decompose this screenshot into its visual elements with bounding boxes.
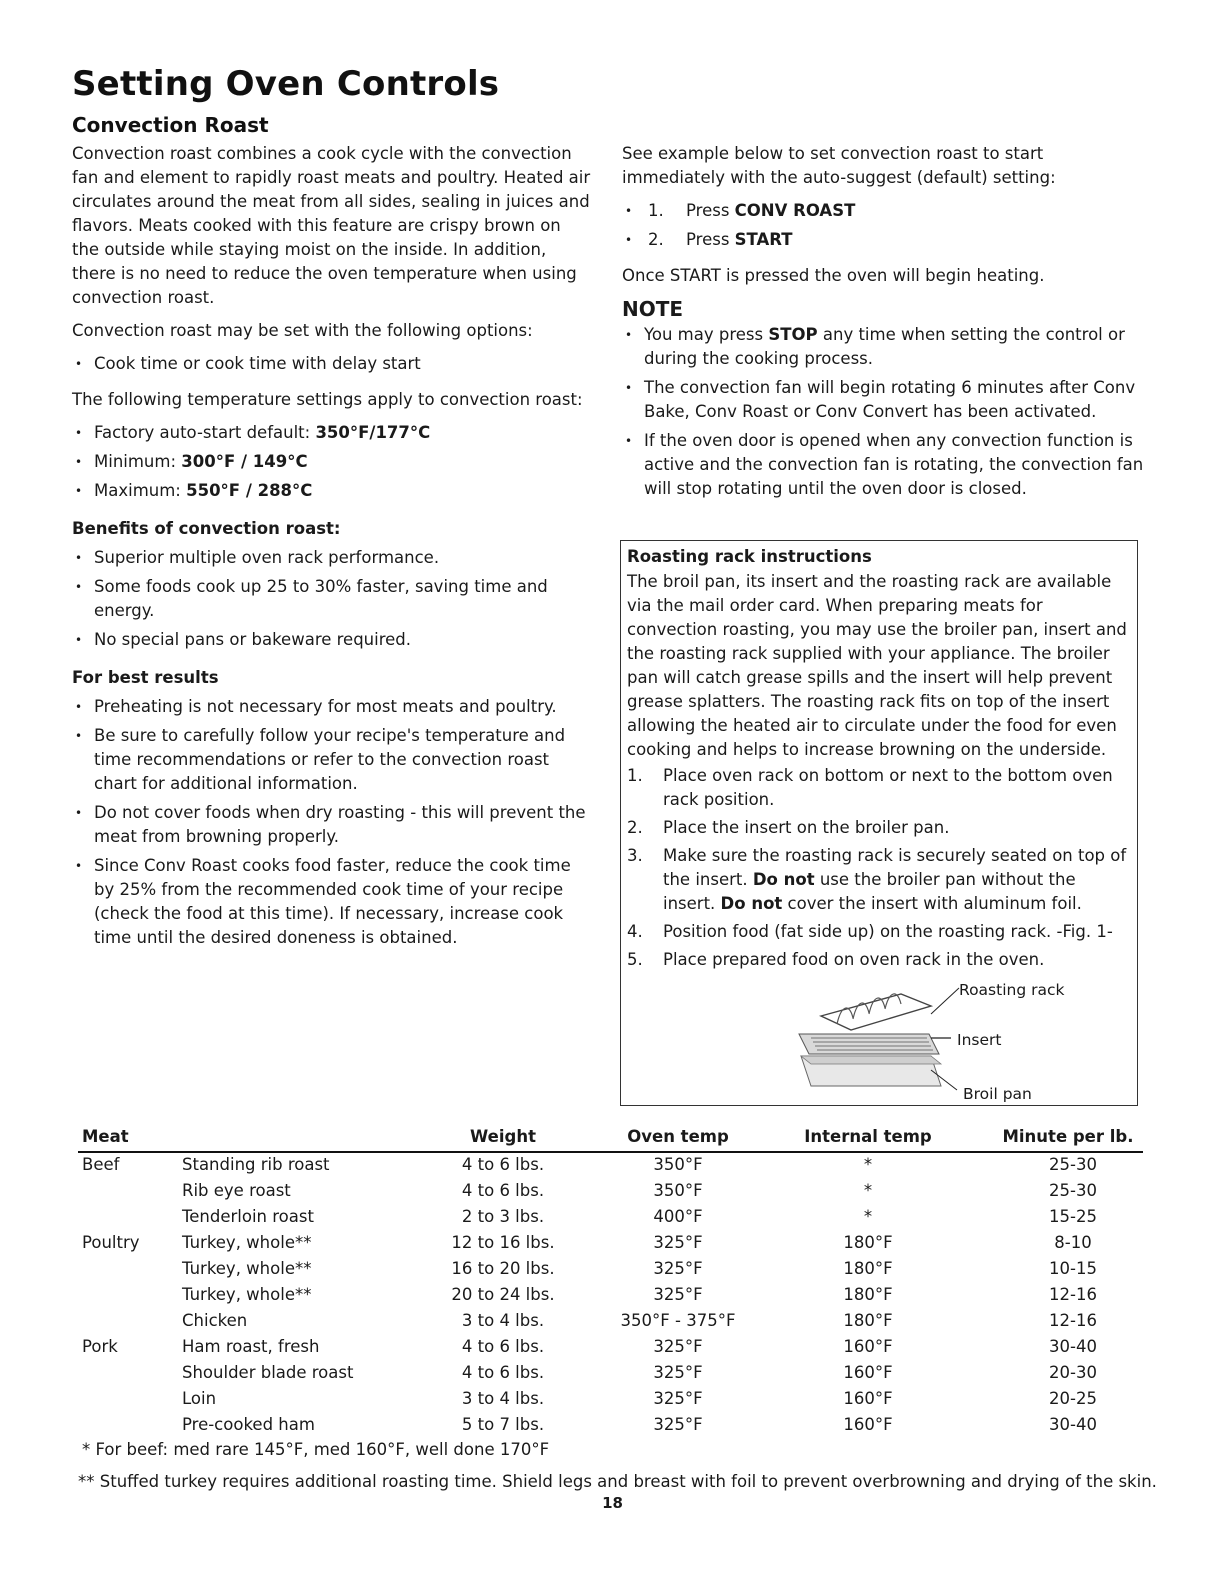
step-text: use the broiler pan without the insert.: [663, 870, 1076, 913]
step-number: 1.: [627, 766, 643, 785]
rack-step: [627, 844, 1132, 916]
cut-cell: Tenderloin roast: [182, 1207, 314, 1226]
rack-intro: The broil pan, its insert and the roasting rack are available via the mail order card. When preparing meats for convection roasting, you may use the broiler pan, insert and the roasting rack supplied with your appliance. The broiler pan will catch grease spills and the insert will help prevent grease splatters. The roasting rack fits on top of the insert allowing the heated air to circulate under the food for even cooking and helps to increase browning on the underside.: [627, 572, 1127, 759]
list-item: [622, 323, 1147, 371]
weight-cell: 2 to 3 lbs.: [461, 1207, 545, 1226]
rack-heading: Roasting rack instructions: [627, 547, 872, 566]
step-number: 3.: [627, 846, 643, 865]
cut-cell: Pre-cooked ham: [182, 1415, 315, 1434]
header-internal-temp: Internal temp: [804, 1127, 932, 1146]
temp-label: Maximum:: [94, 481, 187, 500]
internal-temp-cell: 180°F: [843, 1259, 893, 1278]
oven-temp-cell: 325°F: [653, 1285, 703, 1304]
step-number: 4.: [627, 922, 643, 941]
list-item: • The convection fan will begin rotating 6 minutes after Conv Bake, Conv Roast or Conv Convert has been activated.: [622, 376, 1147, 424]
list-item: • Some foods cook up 25 to 30% faster, saving time and energy.: [72, 575, 592, 623]
meat-cell: Beef: [82, 1155, 120, 1174]
list-item: • No special pans or bakeware required.: [72, 628, 592, 652]
cut-cell: Ham roast, fresh: [182, 1337, 320, 1356]
benefits-list: [72, 546, 592, 652]
roasting-rack-label: Roasting rack: [959, 981, 1065, 999]
oven-temp-cell: 350°F: [653, 1155, 703, 1174]
intro-paragraph: Convection roast combines a cook cycle with the convection fan and element to rapidly roast meats and poultry. Heated air circulates around the meat from all sides, sealing in juices and flavors. Meats cooked with this feature are crispy brown on the outside while staying moist on the inside. In addition, there is no need to reduce the oven temperature when using convection roast.: [72, 144, 591, 307]
temp-value: 350°F/177°C: [315, 423, 431, 442]
oven-temp-cell: 350°F - 375°F: [620, 1311, 736, 1330]
internal-temp-cell: 160°F: [843, 1363, 893, 1382]
rack-step: [627, 816, 1132, 840]
rack-step: [627, 948, 1132, 972]
list-item: • Do not cover foods when dry roasting - this will prevent the meat from browning properly.: [72, 801, 592, 849]
internal-temp-cell: 180°F: [843, 1233, 893, 1252]
footnote-turkey: ** Stuffed turkey requires additional roasting time. Shield legs and breast with foil to prevent overbrowning and drying of the skin.: [78, 1472, 1157, 1491]
minute-per-lb-cell: 12-16: [1049, 1311, 1097, 1330]
meat-cell: Pork: [82, 1337, 118, 1356]
best-results-list: [72, 695, 592, 950]
internal-temp-cell: 160°F: [843, 1389, 893, 1408]
step-number: 1.: [648, 201, 664, 220]
table-header: [78, 1125, 1143, 1153]
minute-per-lb-cell: 10-15: [1049, 1259, 1097, 1278]
oven-temp-cell: 400°F: [653, 1207, 703, 1226]
list-item: • Since Conv Roast cooks food faster, reduce the cook time by 25% from the recommended cook time of your recipe (check the food at this time). If necessary, increase cook time until the desired doneness is obtained.: [72, 854, 592, 950]
oven-temp-cell: 325°F: [653, 1259, 703, 1278]
meat-cell: Poultry: [82, 1233, 140, 1252]
step-text: Place prepared food on oven rack in the oven.: [663, 950, 1045, 969]
convection-roast-table: [78, 1125, 1143, 1439]
temp-label: Factory auto-start default:: [94, 423, 316, 442]
weight-cell: 4 to 6 lbs.: [461, 1363, 545, 1382]
weight-cell: 4 to 6 lbs.: [461, 1181, 545, 1200]
roasting-rack-box: [620, 540, 1138, 1106]
weight-cell: 16 to 20 lbs.: [451, 1259, 555, 1278]
minute-per-lb-cell: 20-30: [1049, 1363, 1097, 1382]
table-row: [78, 1309, 1143, 1335]
rack-step: [627, 920, 1132, 944]
right-column: [622, 142, 1147, 513]
temp-label: Minimum:: [94, 452, 182, 471]
list-item: [72, 479, 592, 503]
benefits-heading: Benefits of convection roast:: [72, 519, 341, 538]
step-text: Position food (fat side up) on the roasting rack. -Fig. 1-: [663, 922, 1113, 941]
header-minute-per-lb: Minute per lb.: [1002, 1127, 1134, 1146]
table-row: [78, 1361, 1143, 1387]
table-row: [78, 1413, 1143, 1439]
step-number: 5.: [627, 950, 643, 969]
section-title: Convection Roast: [72, 113, 269, 137]
oven-temp-cell: 325°F: [653, 1337, 703, 1356]
page-title: Setting Oven Controls: [72, 64, 500, 104]
table-row: [78, 1335, 1143, 1361]
internal-temp-cell: 180°F: [843, 1311, 893, 1330]
oven-temp-cell: 350°F: [653, 1181, 703, 1200]
cut-cell: Turkey, whole**: [182, 1233, 312, 1252]
example-steps: [622, 199, 1147, 252]
oven-temp-cell: 325°F: [653, 1415, 703, 1434]
step-text: Place the insert on the broiler pan.: [663, 818, 950, 837]
table-body: [78, 1153, 1143, 1439]
temp-list: [72, 421, 592, 503]
note-text: any time when setting the control or during the cooking process.: [644, 325, 1125, 368]
minute-per-lb-cell: 30-40: [1049, 1337, 1097, 1356]
note-key: STOP: [768, 325, 818, 344]
options-intro: Convection roast may be set with the following options:: [72, 321, 533, 340]
best-results-heading: For best results: [72, 668, 219, 687]
step-text: cover the insert with aluminum foil.: [782, 894, 1082, 913]
minute-per-lb-cell: 20-25: [1049, 1389, 1097, 1408]
list-item: [72, 421, 592, 445]
footnote-beef: * For beef: med rare 145°F, med 160°F, well done 170°F: [82, 1440, 550, 1459]
temp-value: 550°F / 288°C: [186, 481, 313, 500]
page-number: 18: [602, 1494, 623, 1512]
cut-cell: Standing rib roast: [182, 1155, 330, 1174]
oven-temp-cell: 325°F: [653, 1233, 703, 1252]
list-item: [72, 450, 592, 474]
minute-per-lb-cell: 8-10: [1054, 1233, 1092, 1252]
table-row: [78, 1153, 1143, 1179]
table-row: [78, 1205, 1143, 1231]
insert-label: Insert: [957, 1031, 1002, 1049]
weight-cell: 4 to 6 lbs.: [461, 1337, 545, 1356]
cut-cell: Shoulder blade roast: [182, 1363, 354, 1382]
note-list: [622, 323, 1147, 501]
after-steps-text: Once START is pressed the oven will begin heating.: [622, 266, 1045, 285]
list-item: • If the oven door is opened when any convection function is active and the convection fan is rotating, the convection fan will stop rotating until the oven door is closed.: [622, 429, 1147, 501]
minute-per-lb-cell: 15-25: [1049, 1207, 1097, 1226]
header-oven-temp: Oven temp: [627, 1127, 729, 1146]
header-meat: Meat: [82, 1127, 129, 1146]
step-number: 2.: [627, 818, 643, 837]
table-row: [78, 1387, 1143, 1413]
left-column: [72, 142, 592, 962]
weight-cell: 20 to 24 lbs.: [451, 1285, 555, 1304]
broil-pan-illustration: [781, 986, 1111, 1101]
roasting-rack-figure: [781, 981, 1111, 1103]
list-item: • Preheating is not necessary for most meats and poultry.: [72, 695, 592, 719]
step-key: START: [734, 230, 793, 249]
step-emphasis: Do not: [752, 870, 815, 889]
weight-cell: 4 to 6 lbs.: [461, 1155, 545, 1174]
options-list: [72, 352, 592, 376]
internal-temp-cell: *: [863, 1207, 873, 1226]
header-weight: Weight: [470, 1127, 536, 1146]
step-emphasis: Do not: [720, 894, 783, 913]
rack-steps: [627, 764, 1132, 972]
step-text: Make sure the roasting rack is securely seated on top of the insert.: [663, 846, 1127, 889]
step-prefix: Press: [686, 201, 735, 220]
rack-step: [627, 764, 1132, 812]
step-prefix: Press: [686, 230, 735, 249]
list-item: • Cook time or cook time with delay start: [72, 352, 592, 376]
list-item: • Be sure to carefully follow your recipe's temperature and time recommendations or refer to the convection roast chart for additional information.: [72, 724, 592, 796]
cut-cell: Rib eye roast: [182, 1181, 291, 1200]
temp-value: 300°F / 149°C: [181, 452, 308, 471]
step-key: CONV ROAST: [734, 201, 856, 220]
table-row: [78, 1179, 1143, 1205]
weight-cell: 3 to 4 lbs.: [461, 1389, 545, 1408]
table-row: [78, 1231, 1143, 1257]
weight-cell: 5 to 7 lbs.: [461, 1415, 545, 1434]
example-intro: See example below to set convection roast to start immediately with the auto-suggest (default) setting:: [622, 144, 1056, 187]
internal-temp-cell: *: [863, 1181, 873, 1200]
minute-per-lb-cell: 30-40: [1049, 1415, 1097, 1434]
minute-per-lb-cell: 25-30: [1049, 1181, 1097, 1200]
table-row: [78, 1283, 1143, 1309]
note-text: You may press: [644, 325, 769, 344]
internal-temp-cell: 160°F: [843, 1337, 893, 1356]
list-item: • Superior multiple oven rack performance.: [72, 546, 592, 570]
step-item: [622, 228, 1147, 252]
cut-cell: Turkey, whole**: [182, 1285, 312, 1304]
internal-temp-cell: 180°F: [843, 1285, 893, 1304]
cut-cell: Chicken: [182, 1311, 248, 1330]
cut-cell: Turkey, whole**: [182, 1259, 312, 1278]
step-text: Place oven rack on bottom or next to the bottom oven rack position.: [663, 766, 1113, 809]
broil-pan-label: Broil pan: [963, 1085, 1032, 1103]
step-number: 2.: [648, 230, 664, 249]
step-item: [622, 199, 1147, 223]
weight-cell: 3 to 4 lbs.: [461, 1311, 545, 1330]
oven-temp-cell: 325°F: [653, 1363, 703, 1382]
temp-intro: The following temperature settings apply to convection roast:: [72, 390, 583, 409]
oven-temp-cell: 325°F: [653, 1389, 703, 1408]
weight-cell: 12 to 16 lbs.: [451, 1233, 555, 1252]
internal-temp-cell: 160°F: [843, 1415, 893, 1434]
minute-per-lb-cell: 25-30: [1049, 1155, 1097, 1174]
note-heading: NOTE: [622, 297, 684, 321]
cut-cell: Loin: [182, 1389, 217, 1408]
internal-temp-cell: *: [863, 1155, 873, 1174]
minute-per-lb-cell: 12-16: [1049, 1285, 1097, 1304]
table-row: [78, 1257, 1143, 1283]
